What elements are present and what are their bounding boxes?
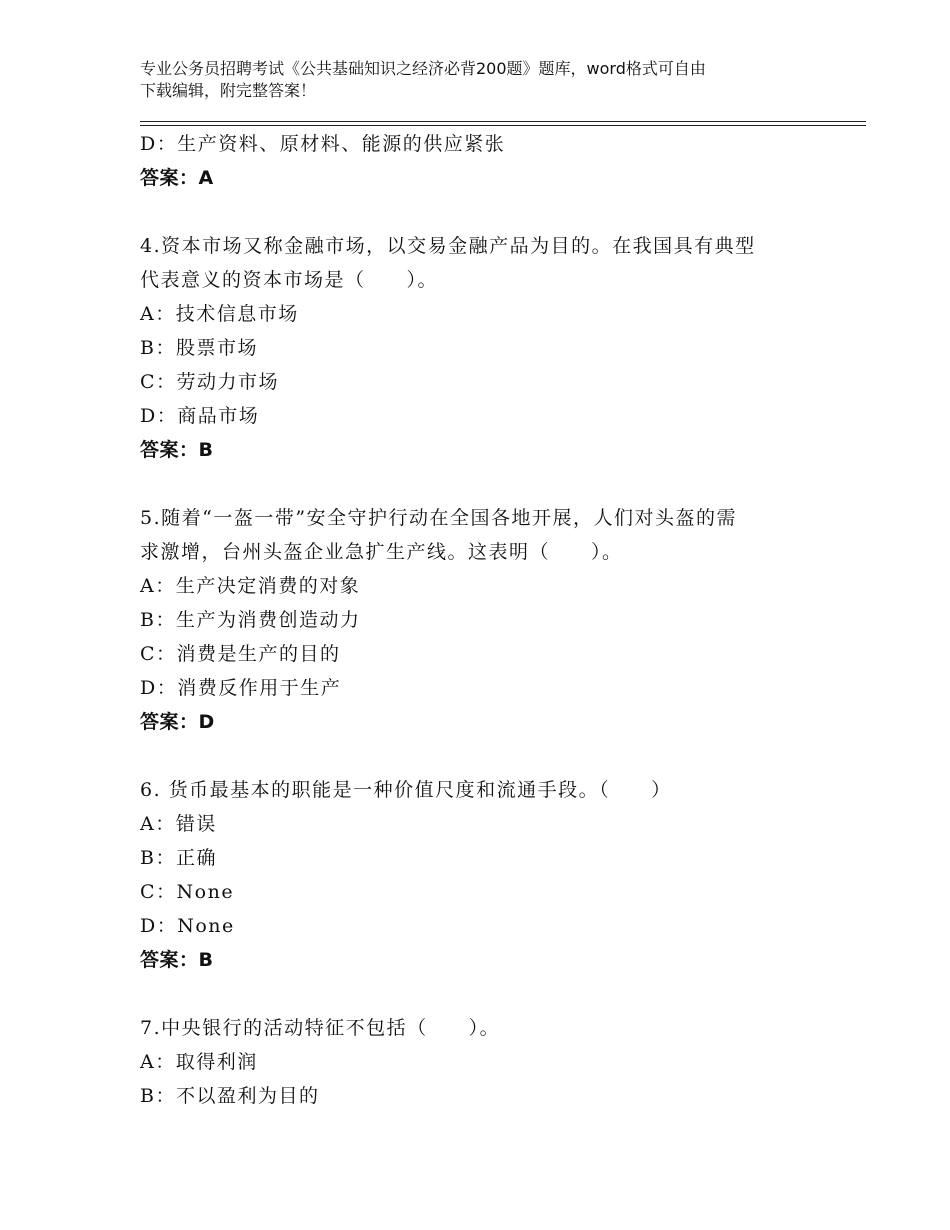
spacer (140, 739, 820, 773)
question-stem: 7.中央银行的活动特征不包括（ ）。 (140, 1017, 501, 1039)
spacer (140, 977, 820, 1011)
answer-label: 答案：B (140, 949, 214, 971)
option-c: C：劳动力市场 (140, 371, 280, 393)
question-3-tail (140, 127, 820, 195)
question-7 (140, 1011, 820, 1113)
document-header (140, 58, 820, 102)
option-d: D：None (140, 915, 235, 937)
answer-label: 答案：B (140, 439, 214, 461)
spacer (140, 467, 820, 501)
option-c: C：消费是生产的目的 (140, 643, 341, 665)
option-b: B：正确 (140, 847, 217, 869)
header-divider-top (140, 121, 866, 122)
option-a: A：错误 (140, 813, 217, 835)
question-stem-continued: 代表意义的资本市场是（ ）。 (140, 269, 439, 291)
option-d: D：商品市场 (140, 405, 260, 427)
option-b: B：股票市场 (140, 337, 258, 359)
answer-label: 答案：A (140, 167, 214, 189)
answer-label: 答案：D (140, 711, 215, 733)
header-line-1: 专业公务员招聘考试《公共基础知识之经济必背200题》题库，word格式可自由 (140, 59, 706, 78)
option-a: A：生产决定消费的对象 (140, 575, 361, 597)
question-6 (140, 773, 820, 977)
option-c: C：None (140, 881, 235, 903)
header-divider-bottom (140, 125, 866, 126)
question-stem: 6. 货币最基本的职能是一种价值尺度和流通手段。（ ） (140, 779, 672, 801)
question-list (140, 127, 820, 1113)
option-d: D：消费反作用于生产 (140, 677, 342, 699)
question-stem-continued: 求激增，台州头盔企业急扩生产线。这表明（ ）。 (140, 541, 623, 563)
option-d: D：生产资料、原材料、能源的供应紧张 (140, 133, 506, 155)
header-line-2: 下载编辑，附完整答案！ (140, 81, 317, 100)
question-4 (140, 229, 820, 467)
spacer (140, 195, 820, 229)
question-stem: 5.随着“一盔一带”安全守护行动在全国各地开展，人们对头盔的需 (140, 507, 738, 529)
question-stem: 4.资本市场又称金融市场，以交易金融产品为目的。在我国具有典型 (140, 235, 756, 257)
option-a: A：技术信息市场 (140, 303, 299, 325)
option-b: B：不以盈利为目的 (140, 1085, 320, 1107)
question-5 (140, 501, 820, 739)
option-b: B：生产为消费创造动力 (140, 609, 361, 631)
option-a: A：取得利润 (140, 1051, 258, 1073)
